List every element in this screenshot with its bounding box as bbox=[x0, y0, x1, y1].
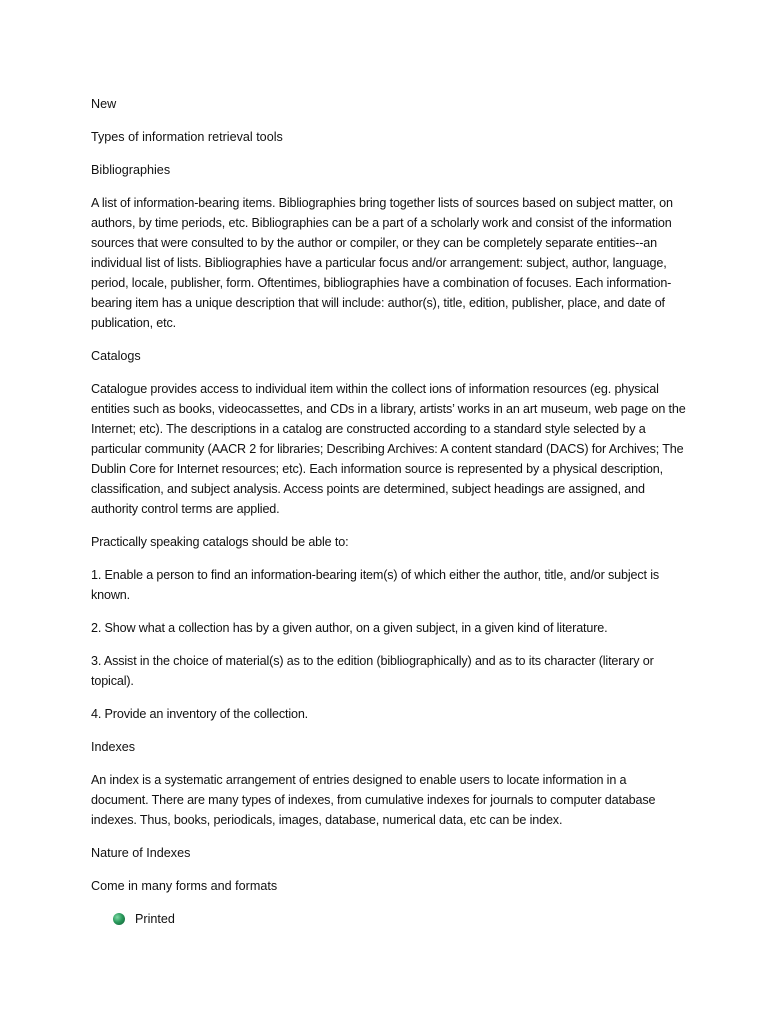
section-heading-nature-of-indexes: Nature of Indexes bbox=[91, 846, 191, 860]
numbered-item: 2. Show what a collection has by a given author, on a given subject, in a given kind of literature. bbox=[91, 621, 608, 635]
bullet-item bbox=[91, 909, 687, 929]
document-page bbox=[91, 94, 687, 929]
section-heading-catalogs: Catalogs bbox=[91, 349, 141, 363]
paragraph-bibliographies: A list of information-bearing items. Bibliographies bring together lists of sources based on subject matter, on authors, by time periods, etc. Bibliographies can be a part of a scholarly work and consist of the information sources that were consulted to by the author or compiler, or they can be completely separate entities--an individual list of lists. Bibliographies have a particular focus and/or arrangement: subject, author, language, period, locale, publisher, form. Oftentimes, bibliographies have a combination of focuses. Each information-bearing item has a unique description that will include: author(s), title, edition, publisher, place, and date of publication, etc. bbox=[91, 196, 673, 330]
paragraph-practically: Practically speaking catalogs should be able to: bbox=[91, 535, 349, 549]
numbered-item: 4. Provide an inventory of the collection. bbox=[91, 707, 309, 721]
numbered-item: 3. Assist in the choice of material(s) as to the edition (bibliographically) and as to its character (literary or topical). bbox=[91, 654, 654, 688]
numbered-item: 1. Enable a person to find an information-bearing item(s) of which either the author, title, and/or subject is known. bbox=[91, 568, 660, 602]
section-heading-bibliographies: Bibliographies bbox=[91, 163, 171, 177]
document-title: New bbox=[91, 97, 117, 111]
section-heading-types: Types of information retrieval tools bbox=[91, 130, 283, 144]
section-heading-indexes: Indexes bbox=[91, 740, 136, 754]
bullet-list bbox=[91, 909, 687, 929]
paragraph-catalogs: Catalogue provides access to individual item within the collect ions of information resources (eg. physical entities such as books, videocassettes, and CDs in a library, artists’ works in an art museum, web page on the Internet; etc). The descriptions in a catalog are constructed according to a standard style selected by a particular community (AACR 2 for libraries; Describing Archives: A content standard (DACS) for Archives; The Dublin Core for Internet resources; etc). Each information source is represented by a physical description, classification, and subject analysis. Access points are determined, subject headings are assigned, and authority control terms are applied. bbox=[91, 382, 686, 516]
bullet-item-label: Printed bbox=[135, 912, 175, 926]
paragraph-forms: Come in many forms and formats bbox=[91, 879, 278, 893]
paragraph-indexes: An index is a systematic arrangement of entries designed to enable users to locate information in a document. There are many types of indexes, from cumulative indexes for journals to computer database indexes. Thus, books, periodicals, images, database, numerical data, etc can be index. bbox=[91, 773, 656, 827]
green-sphere-bullet-icon bbox=[113, 913, 125, 925]
